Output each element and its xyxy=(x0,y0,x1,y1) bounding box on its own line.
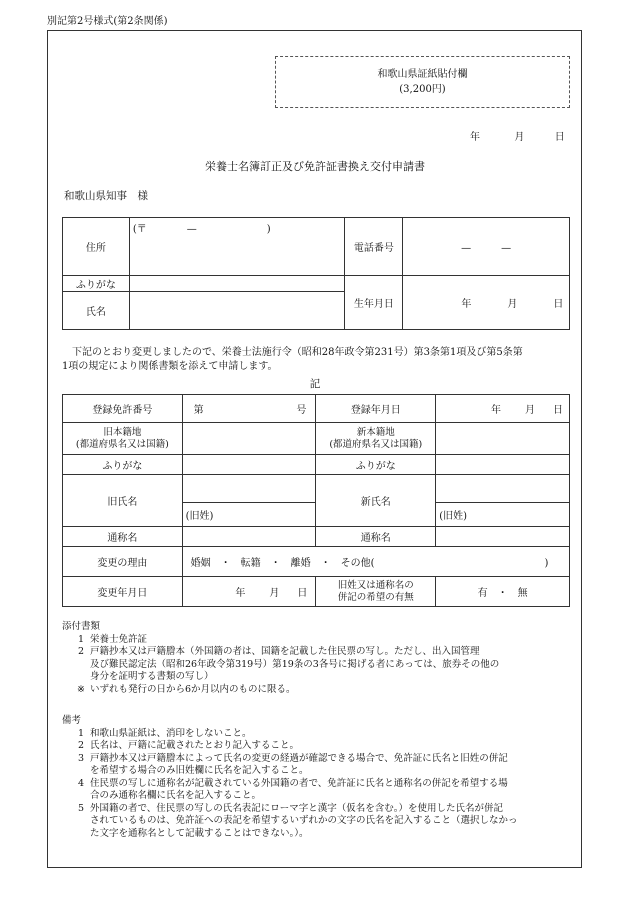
statement xyxy=(62,346,582,374)
reg-date-field[interactable] xyxy=(436,395,570,423)
attachment-item-number: 2 xyxy=(77,646,85,657)
furigana-label: ふりがな xyxy=(63,276,130,292)
reg-no-label: 登録免許番号 xyxy=(63,395,183,423)
new-name-field[interactable] xyxy=(436,475,570,503)
old-domicile-field[interactable] xyxy=(182,423,316,455)
date-day: 日 xyxy=(554,132,565,143)
attachment-item xyxy=(62,684,577,697)
change-day: 日 xyxy=(297,588,308,599)
old-domicile-title: 旧本籍地 xyxy=(103,426,142,438)
remark-item-number: 2 xyxy=(77,740,85,751)
old-surname-label: (旧姓) xyxy=(185,511,214,522)
applicant-table xyxy=(62,217,570,330)
reg-no-field[interactable] xyxy=(182,395,316,423)
change-date-label: 変更年月日 xyxy=(63,577,183,607)
attachment-item-text: いずれも発行の日から6か月以内のものに限る。 xyxy=(90,683,296,695)
details-table xyxy=(62,394,570,607)
phone-separator: — — xyxy=(461,243,512,254)
attachment-item-text: 栄養士免許証 xyxy=(90,633,148,645)
remark-item-text: 和歌山県証紙は、消印をしないこと。 xyxy=(90,727,252,739)
attachments-heading: 添付書類 xyxy=(62,621,101,632)
reg-no-suffix: 号 xyxy=(296,405,307,416)
stamp-area xyxy=(275,56,570,108)
remark-item-text: 氏名は、戸籍に記載されたとおり記入すること。 xyxy=(90,740,300,751)
reg-day: 日 xyxy=(553,405,563,416)
attachment-item-number: ※ xyxy=(77,683,85,695)
old-furigana-label: ふりがな xyxy=(63,455,183,475)
remark-item xyxy=(62,803,577,816)
birth-label: 生年月日 xyxy=(345,276,403,330)
change-year: 年 xyxy=(235,588,246,599)
remark-item xyxy=(62,828,577,841)
remark-item xyxy=(62,765,577,778)
old-alias-label: 通称名 xyxy=(63,527,183,547)
remark-item xyxy=(62,740,577,753)
new-domicile-note: (都道府県名又は国籍) xyxy=(329,438,423,450)
date-year: 年 xyxy=(470,132,480,143)
reg-month: 月 xyxy=(525,405,535,416)
attachment-item-text: 身分を証明する書類の写し） xyxy=(90,671,214,682)
remark-item-number: 5 xyxy=(77,802,85,814)
new-surname-label: (旧姓) xyxy=(439,511,467,522)
attachment-item-text: 及び難民認定法（昭和26年政令第319号）第19条の3各号に掲げる者にあっては、旅券その他の xyxy=(90,658,500,670)
new-name-label: 新氏名 xyxy=(316,475,436,527)
new-surname-field[interactable] xyxy=(436,503,570,527)
birth-day: 日 xyxy=(553,299,564,310)
attachments-section xyxy=(62,621,577,696)
birth-month: 月 xyxy=(507,299,518,310)
remark-item-number: 1 xyxy=(77,727,85,739)
form-reference: 別記第2号様式(第2条関係) xyxy=(47,16,168,27)
attachment-item xyxy=(62,634,577,647)
new-domicile-field[interactable] xyxy=(436,423,570,455)
stamp-label: 和歌山県証紙貼付欄 xyxy=(377,69,468,80)
new-domicile-title: 新本籍地 xyxy=(356,426,395,438)
phone-field[interactable] xyxy=(403,218,570,276)
ki-label: 記 xyxy=(309,378,321,390)
furigana-field[interactable] xyxy=(129,276,345,292)
attachment-item-text: 戸籍抄本又は戸籍謄本（外国籍の者は、国籍を記載した住民票の写し。ただし、出入国管理 xyxy=(90,646,480,657)
postal-code: (〒 — ) xyxy=(132,224,271,235)
attachment-item xyxy=(62,671,577,684)
remark-item-text: 戸籍抄本又は戸籍謄本によって氏名の変更の経過が確認できる場合で、免許証に氏名と旧姓の併記 xyxy=(90,752,508,764)
reason-label: 変更の理由 xyxy=(63,547,183,577)
change-month: 月 xyxy=(269,588,280,599)
application-date xyxy=(470,128,565,143)
remark-item-text: 合のみ通称名欄に氏名を記入すること。 xyxy=(90,790,262,801)
phone-label: 電話番号 xyxy=(345,218,403,276)
remark-item xyxy=(62,778,577,791)
remark-item-text: た文字を通称名として記載することはできない。）。 xyxy=(90,827,309,839)
new-domicile-label xyxy=(316,423,436,455)
new-furigana-label: ふりがな xyxy=(316,455,436,475)
old-domicile-note: (都道府県名又は国籍) xyxy=(75,438,169,450)
remark-item-number: 4 xyxy=(77,777,85,789)
wish-label xyxy=(316,577,436,607)
old-surname-field[interactable] xyxy=(182,503,316,527)
remarks-heading: 備考 xyxy=(62,715,82,726)
change-date-field[interactable] xyxy=(182,577,316,607)
remark-item-text: を希望する場合のみ旧姓欄に氏名を記入すること。 xyxy=(90,765,309,776)
form-title: 栄養士名簿訂正及び免許証書換え交付申請書 xyxy=(205,160,425,173)
wish-label-2: 併記の希望の有無 xyxy=(337,591,414,603)
statement-line-1: 下記のとおり変更しましたので、栄養士法施行令（昭和28年政令第231号）第3条第1項及び第5条第 xyxy=(72,347,523,358)
old-name-label: 旧氏名 xyxy=(63,475,183,527)
new-alias-label: 通称名 xyxy=(316,527,436,547)
birth-field[interactable] xyxy=(403,276,570,330)
attachment-item xyxy=(62,646,577,659)
address-label: 住所 xyxy=(63,218,130,276)
wish-options[interactable]: 有 ・ 無 xyxy=(436,577,570,607)
name-field[interactable] xyxy=(129,292,345,330)
wish-label-1: 旧姓又は通称名の xyxy=(337,579,414,591)
remark-item-text: 住民票の写しに通称名が記載されている外国籍の者で、免許証に氏名と通称名の併記を希望する場 xyxy=(90,777,508,789)
remark-item xyxy=(62,753,577,766)
reason-options[interactable]: 婚姻 ・ 転籍 ・ 離婚 ・ その他( ) xyxy=(182,547,569,577)
old-furigana-field[interactable] xyxy=(182,455,316,475)
reg-date-label: 登録年月日 xyxy=(316,395,436,423)
remark-item-number: 3 xyxy=(77,752,85,764)
old-alias-field[interactable] xyxy=(182,527,316,547)
remark-item-text: されているものは、免許証への表記を希望するいずれかの文字の氏名を記入すること（選択しなかっ xyxy=(90,815,518,826)
remark-item-text: 外国籍の者で、住民票の写しの氏名表記にローマ字と漢字（仮名を含む。）を使用した氏名が併記 xyxy=(90,802,504,814)
name-label: 氏名 xyxy=(63,292,130,330)
date-month: 月 xyxy=(514,132,525,143)
stamp-amount: (3,200円) xyxy=(399,84,446,95)
old-name-field[interactable] xyxy=(182,475,316,503)
new-furigana-field[interactable] xyxy=(436,455,570,475)
remark-item xyxy=(62,815,577,828)
statement-line-2: 1項の規定により関係書類を添えて申請します。 xyxy=(62,361,278,372)
reg-year: 年 xyxy=(491,405,501,416)
remarks-section xyxy=(62,715,577,840)
new-alias-field[interactable] xyxy=(436,527,570,547)
addressee: 和歌山県知事 様 xyxy=(64,190,148,202)
attachment-item xyxy=(62,659,577,672)
remark-item xyxy=(62,790,577,803)
reg-no-prefix: 第 xyxy=(193,405,204,416)
address-field[interactable] xyxy=(129,218,345,276)
attachment-item-number: 1 xyxy=(77,633,85,645)
remark-item xyxy=(62,728,577,741)
birth-year: 年 xyxy=(461,299,472,310)
old-domicile-label xyxy=(63,423,183,455)
